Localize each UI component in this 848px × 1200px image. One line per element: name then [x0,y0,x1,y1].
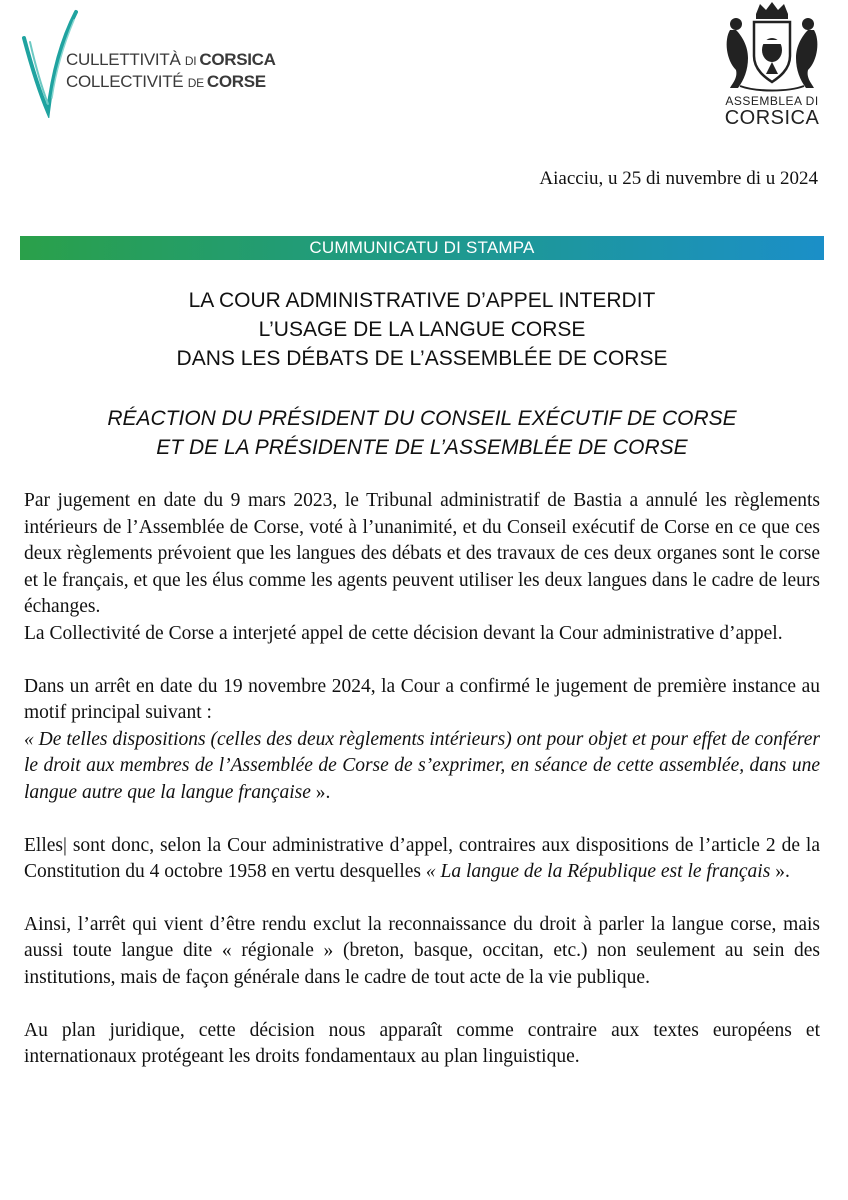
press-release-date: Aiacciu, u 25 di nuvembre di u 2024 [539,168,818,189]
press-release-banner: CUMMUNICATU DI STAMPA [20,236,824,260]
paragraph-gap [24,807,820,833]
body-paragraph: Dans un arrêt en date du 19 novembre 2024, la Cour a confirmé le jugement de première instance au motif principal suivant : [24,675,820,724]
paragraph-gap [24,648,820,674]
logo-line-corse: COLLECTIVITÉ DE CORSE [66,72,266,91]
title-line: DANS LES DÉBATS DE L’ASSEMBLÉE DE CORSE [176,347,668,370]
assemblea-logo-line1: ASSEMBLEA DI [725,94,819,108]
collectivite-logo [18,8,276,118]
title-line: L’USAGE DE LA LANGUE CORSE [258,318,586,341]
document-subtitle [20,404,824,462]
assemblea-crest-icon [716,0,828,92]
document-body [24,488,820,1071]
document-title [20,286,824,373]
assemblea-logo-line2: CORSICA [724,107,820,129]
court-quote: « De telles dispositions (celles des deux règlements intérieurs) ont pour objet et pour effet de conférer le droit aux membres de l’Assemblée de Corse de s’exprimer, en séance de cette assemblée, dans une langue autre que la langue française [24,728,820,803]
body-paragraph: Au plan juridique, cette décision nous apparaît comme contraire aux textes européens et internationaux protégeant les droits fondamentaux au plan linguistique. [24,1019,820,1068]
body-quote-paragraph: « De telles dispositions (celles des deux règlements intérieurs) ont pour objet et pour effet de conférer le droit aux membres de l’Assemblée de Corse de s’exprimer, en séance de cette assemblée, dans une langue autre que la langue française ». [24,728,820,803]
body-paragraph: Elles| sont donc, selon la Cour administrative d’appel, contraires aux dispositions de l’article 2 de la Constitution du 4 octobre 1958 en vertu desquelles « La langue de la République est le français ». [24,834,820,883]
body-paragraph: Ainsi, l’arrêt qui vient d’être rendu exclut la reconnaissance du droit à parler la langue corse, mais aussi toute langue dite « régionale » (breton, basque, occitan, etc.) non seulement au sein des institutions, mais de façon générale dans le cadre de tout acte de la vie publique. [24,913,820,988]
title-line: LA COUR ADMINISTRATIVE D’APPEL INTERDIT [188,289,656,312]
body-paragraph: Par jugement en date du 9 mars 2023, le Tribunal administratif de Bastia a annulé les règlements intérieurs de l’Assemblée de Corse, voté à l’unanimité, et du Conseil exécutif de Corse en ce que ces deux règlements prévoient que les langues des débats et des travaux de ces deux organes sont le corse et le français, et que les élus comme les agents peuvent utiliser les deux langues dans le cadre de leurs échanges. [24,490,820,618]
subtitle-line: RÉACTION DU PRÉSIDENT DU CONSEIL EXÉCUTIF DE CORSE [107,407,737,430]
subtitle-line: ET DE LA PRÉSIDENTE DE L’ASSEMBLÉE DE CORSE [156,436,688,459]
logo-line-corsica: CULLETTIVITÀ DI CORSICA [66,50,276,69]
body-paragraph: La Collectivité de Corse a interjeté appel de cette décision devant la Cour administrative d’appel. [24,622,783,644]
paragraph-gap [24,886,820,912]
paragraph-gap [24,992,820,1018]
constitution-quote: « La langue de la République est le français [425,861,771,883]
assemblea-logo [712,0,832,140]
